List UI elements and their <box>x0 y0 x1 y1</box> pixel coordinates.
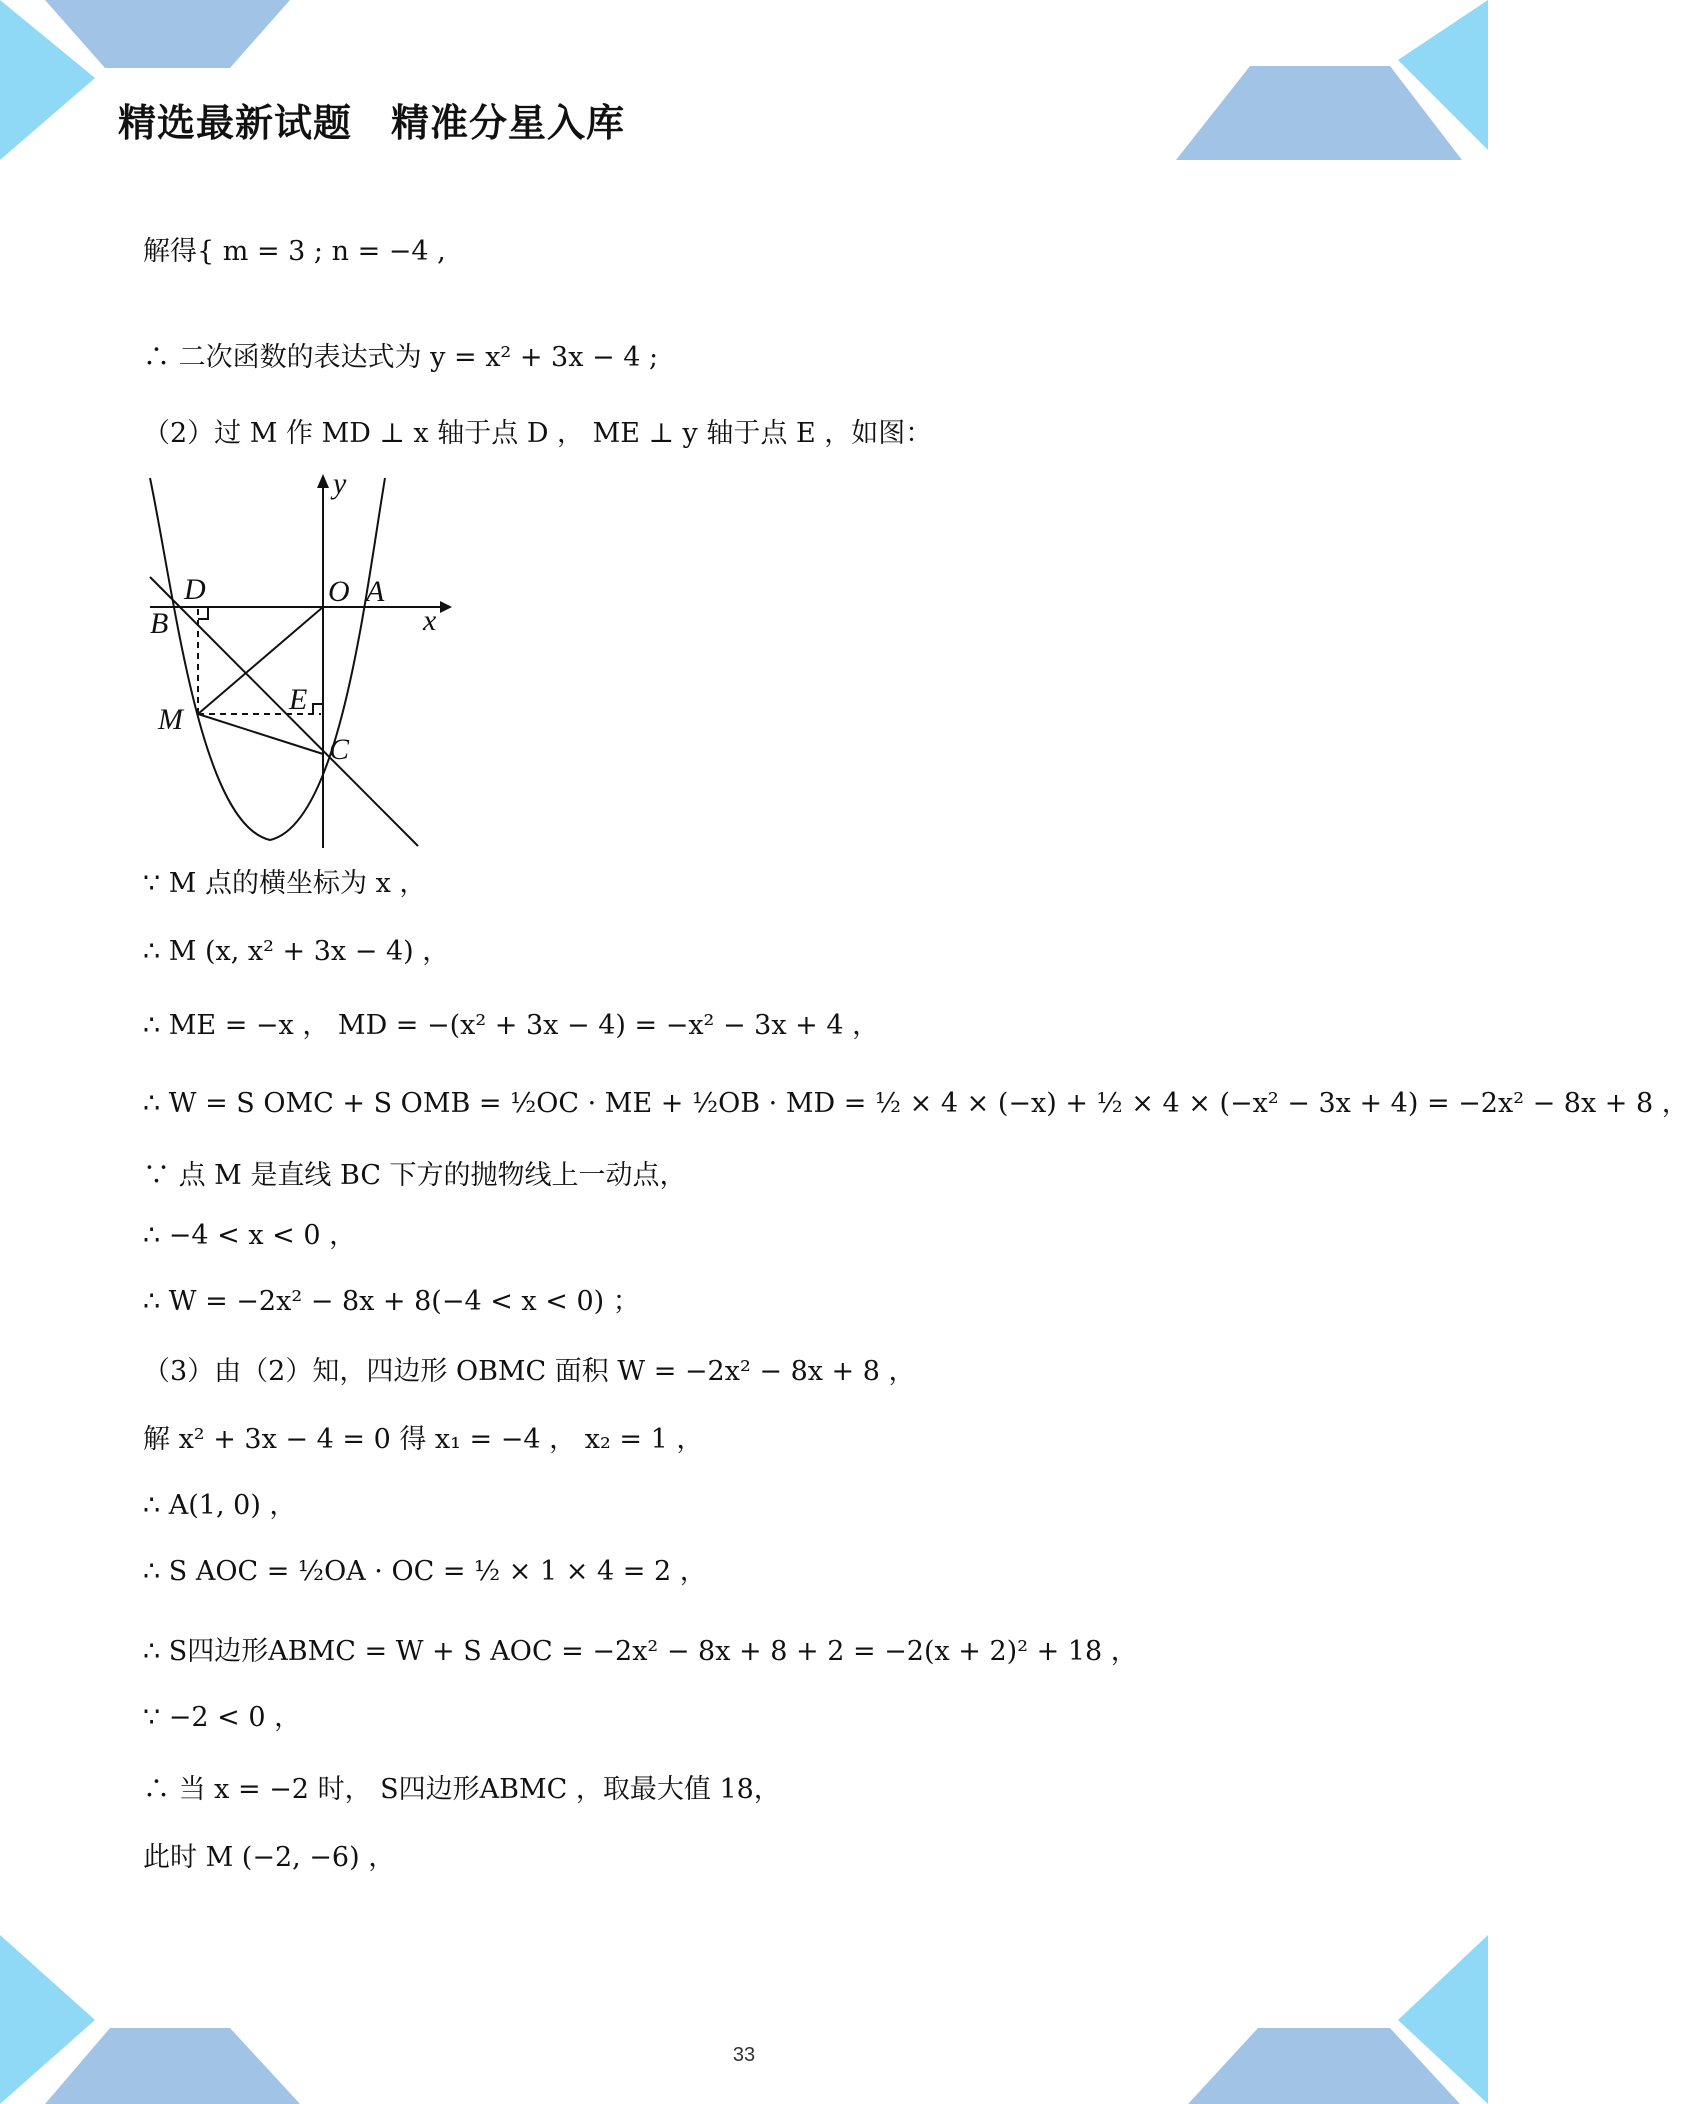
label-m: M <box>158 703 183 736</box>
label-b: B <box>150 607 169 640</box>
label-x: x <box>423 604 437 637</box>
segment-mc <box>198 714 323 754</box>
solution-line: ∴ A(1, 0) ， <box>143 1490 297 1521</box>
solution-line: ∵ 点 M 是直线 BC 下方的抛物线上一动点， <box>143 1160 687 1191</box>
solution-line: ∴ 二次函数的表达式为 y = x² + 3x − 4 ; <box>143 342 659 373</box>
solution-line: 解得{ m = 3 ; n = −4 , <box>143 236 446 267</box>
header-title: 精选最新试题 精准分星入库 <box>118 101 626 145</box>
solution-line: ∴ M (x, x² + 3x − 4) ， <box>143 936 450 967</box>
solution-line: （3）由（2）知，四边形 OBMC 面积 W = −2x² − 8x + 8 ， <box>143 1356 916 1387</box>
right-angle-e <box>313 704 323 714</box>
solution-line: ∴ S AOC = ½OA · OC = ½ × 1 × 4 = 2 ， <box>143 1556 707 1587</box>
top-right-corner-decoration <box>1176 0 1488 160</box>
y-axis-arrow <box>317 474 329 488</box>
solution-line: ∴ W = S OMC + S OMB = ½OC · ME + ½OB · MD = ½ × 4 × (−x) + ½ × 4 × (−x² − 3x + 4) = −2x² − 8x + 8 ， <box>143 1088 1689 1119</box>
label-y: y <box>333 467 347 500</box>
solution-line: ∵ M 点的横坐标为 x ， <box>143 868 427 899</box>
bottom-right-corner-decoration <box>1188 1935 1488 2104</box>
solution-line: ∵ −2 < 0 ， <box>143 1702 302 1733</box>
bottom-left-corner-decoration <box>0 1935 300 2104</box>
solution-line: ∴ S四边形ABMC = W + S AOC = −2x² − 8x + 8 + 2 = −2(x + 2)² + 18 ， <box>143 1636 1138 1667</box>
solution-line: （2）过 M 作 MD ⊥ x 轴于点 D ， ME ⊥ y 轴于点 E ，如图： <box>143 418 933 449</box>
solution-line: 解 x² + 3x − 4 = 0 得 x₁ = −4 ， x₂ = 1 ， <box>143 1424 704 1455</box>
solution-line: 此时 M (−2, −6) ， <box>143 1842 396 1873</box>
solution-line: ∴ W = −2x² − 8x + 8(−4 < x < 0) ； <box>143 1286 640 1317</box>
label-c: C <box>329 733 350 766</box>
right-angle-d <box>198 607 208 619</box>
label-o: O <box>328 575 350 608</box>
x-axis-arrow <box>440 601 452 613</box>
solution-line: ∴ −4 < x < 0 ， <box>143 1220 357 1251</box>
label-a: A <box>366 575 385 608</box>
solution-line: ∴ 当 x = −2 时， S四边形ABMC ，取最大值 18， <box>143 1774 781 1805</box>
label-d: D <box>184 573 206 606</box>
parabola-curve <box>150 478 385 840</box>
parabola-figure <box>140 468 460 853</box>
line-bc <box>150 577 418 846</box>
page-number: 33 <box>732 2044 756 2066</box>
solution-line: ∴ ME = −x ， MD = −(x² + 3x − 4) = −x² − 3x + 4 ， <box>143 1010 880 1041</box>
label-e: E <box>289 683 308 716</box>
